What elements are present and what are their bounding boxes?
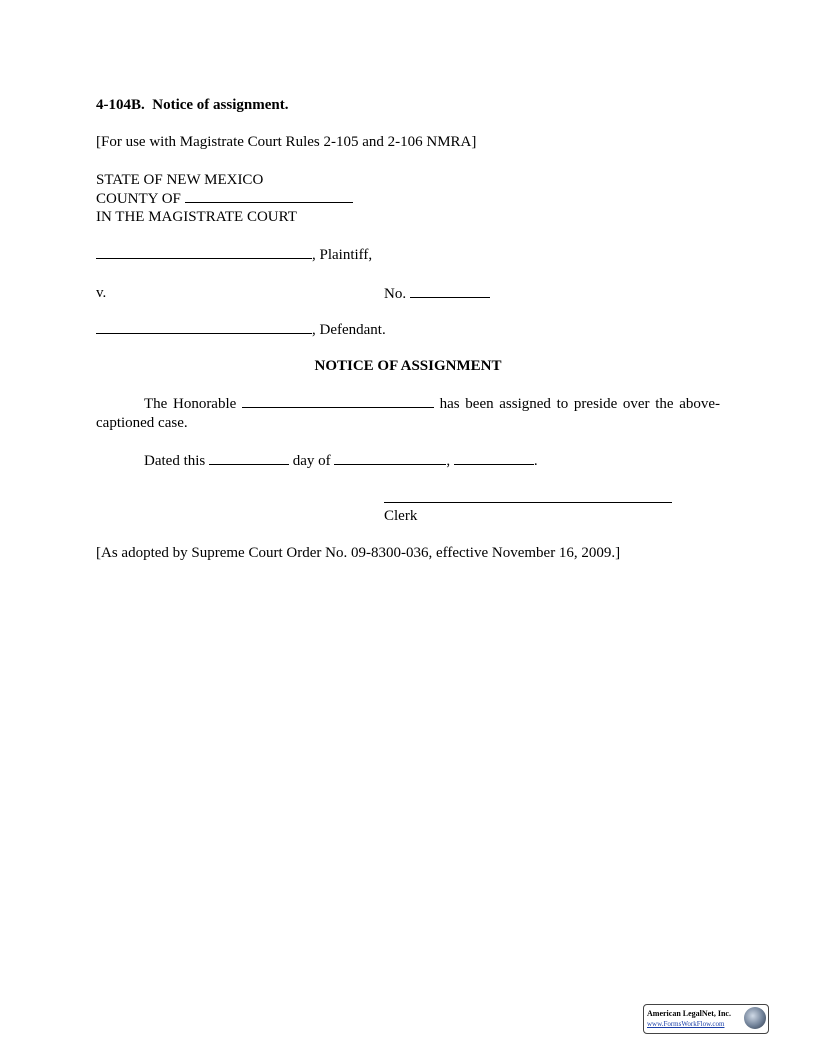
plaintiff-line: [96, 245, 372, 264]
month-blank[interactable]: [334, 451, 446, 465]
versus: v.: [96, 285, 107, 301]
dated-prefix: Dated this: [144, 453, 206, 469]
signature-line[interactable]: [384, 502, 672, 503]
caption-court: IN THE MAGISTRATE COURT: [96, 209, 297, 225]
rule-heading: 4-104B. Notice of assignment.: [96, 97, 289, 113]
dated-line: [144, 451, 538, 470]
defendant-blank[interactable]: [96, 320, 312, 334]
honorable-suffix: has been assigned to preside over the above-captioned case.: [96, 396, 721, 431]
defendant-line: [96, 320, 386, 339]
caption-state: STATE OF NEW MEXICO: [96, 172, 264, 188]
defendant-label: , Defendant.: [312, 322, 386, 338]
case-number-blank[interactable]: [410, 284, 490, 298]
case-number-line: [384, 284, 490, 303]
plaintiff-blank[interactable]: [96, 245, 312, 259]
case-no-label: No.: [384, 286, 407, 302]
adoption-note: [As adopted by Supreme Court Order No. 09-8300-036, effective November 16, 2009.]: [96, 545, 621, 561]
plaintiff-label: , Plaintiff,: [312, 247, 373, 263]
logo-company: American LegalNet, Inc.: [647, 1009, 731, 1018]
globe-icon: [744, 1007, 766, 1029]
judge-name-blank[interactable]: [242, 394, 434, 408]
document-title: NOTICE OF ASSIGNMENT: [314, 358, 502, 374]
logo-url[interactable]: www.FormsWorkFlow.com: [647, 1020, 725, 1028]
day-of-label: day of: [292, 453, 331, 469]
year-blank[interactable]: [454, 451, 534, 465]
county-label: COUNTY OF: [96, 191, 181, 207]
caption-county: [96, 189, 353, 208]
assignment-paragraph: [96, 394, 720, 433]
day-blank[interactable]: [209, 451, 289, 465]
dated-period: .: [533, 453, 538, 469]
county-blank[interactable]: [185, 189, 353, 203]
footer-logo[interactable]: [643, 1004, 769, 1034]
dated-comma: ,: [446, 453, 451, 469]
clerk-label: Clerk: [384, 508, 418, 524]
honorable-prefix: The Honorable: [144, 396, 237, 412]
use-note: [For use with Magistrate Court Rules 2-105 and 2-106 NMRA]: [96, 134, 477, 150]
